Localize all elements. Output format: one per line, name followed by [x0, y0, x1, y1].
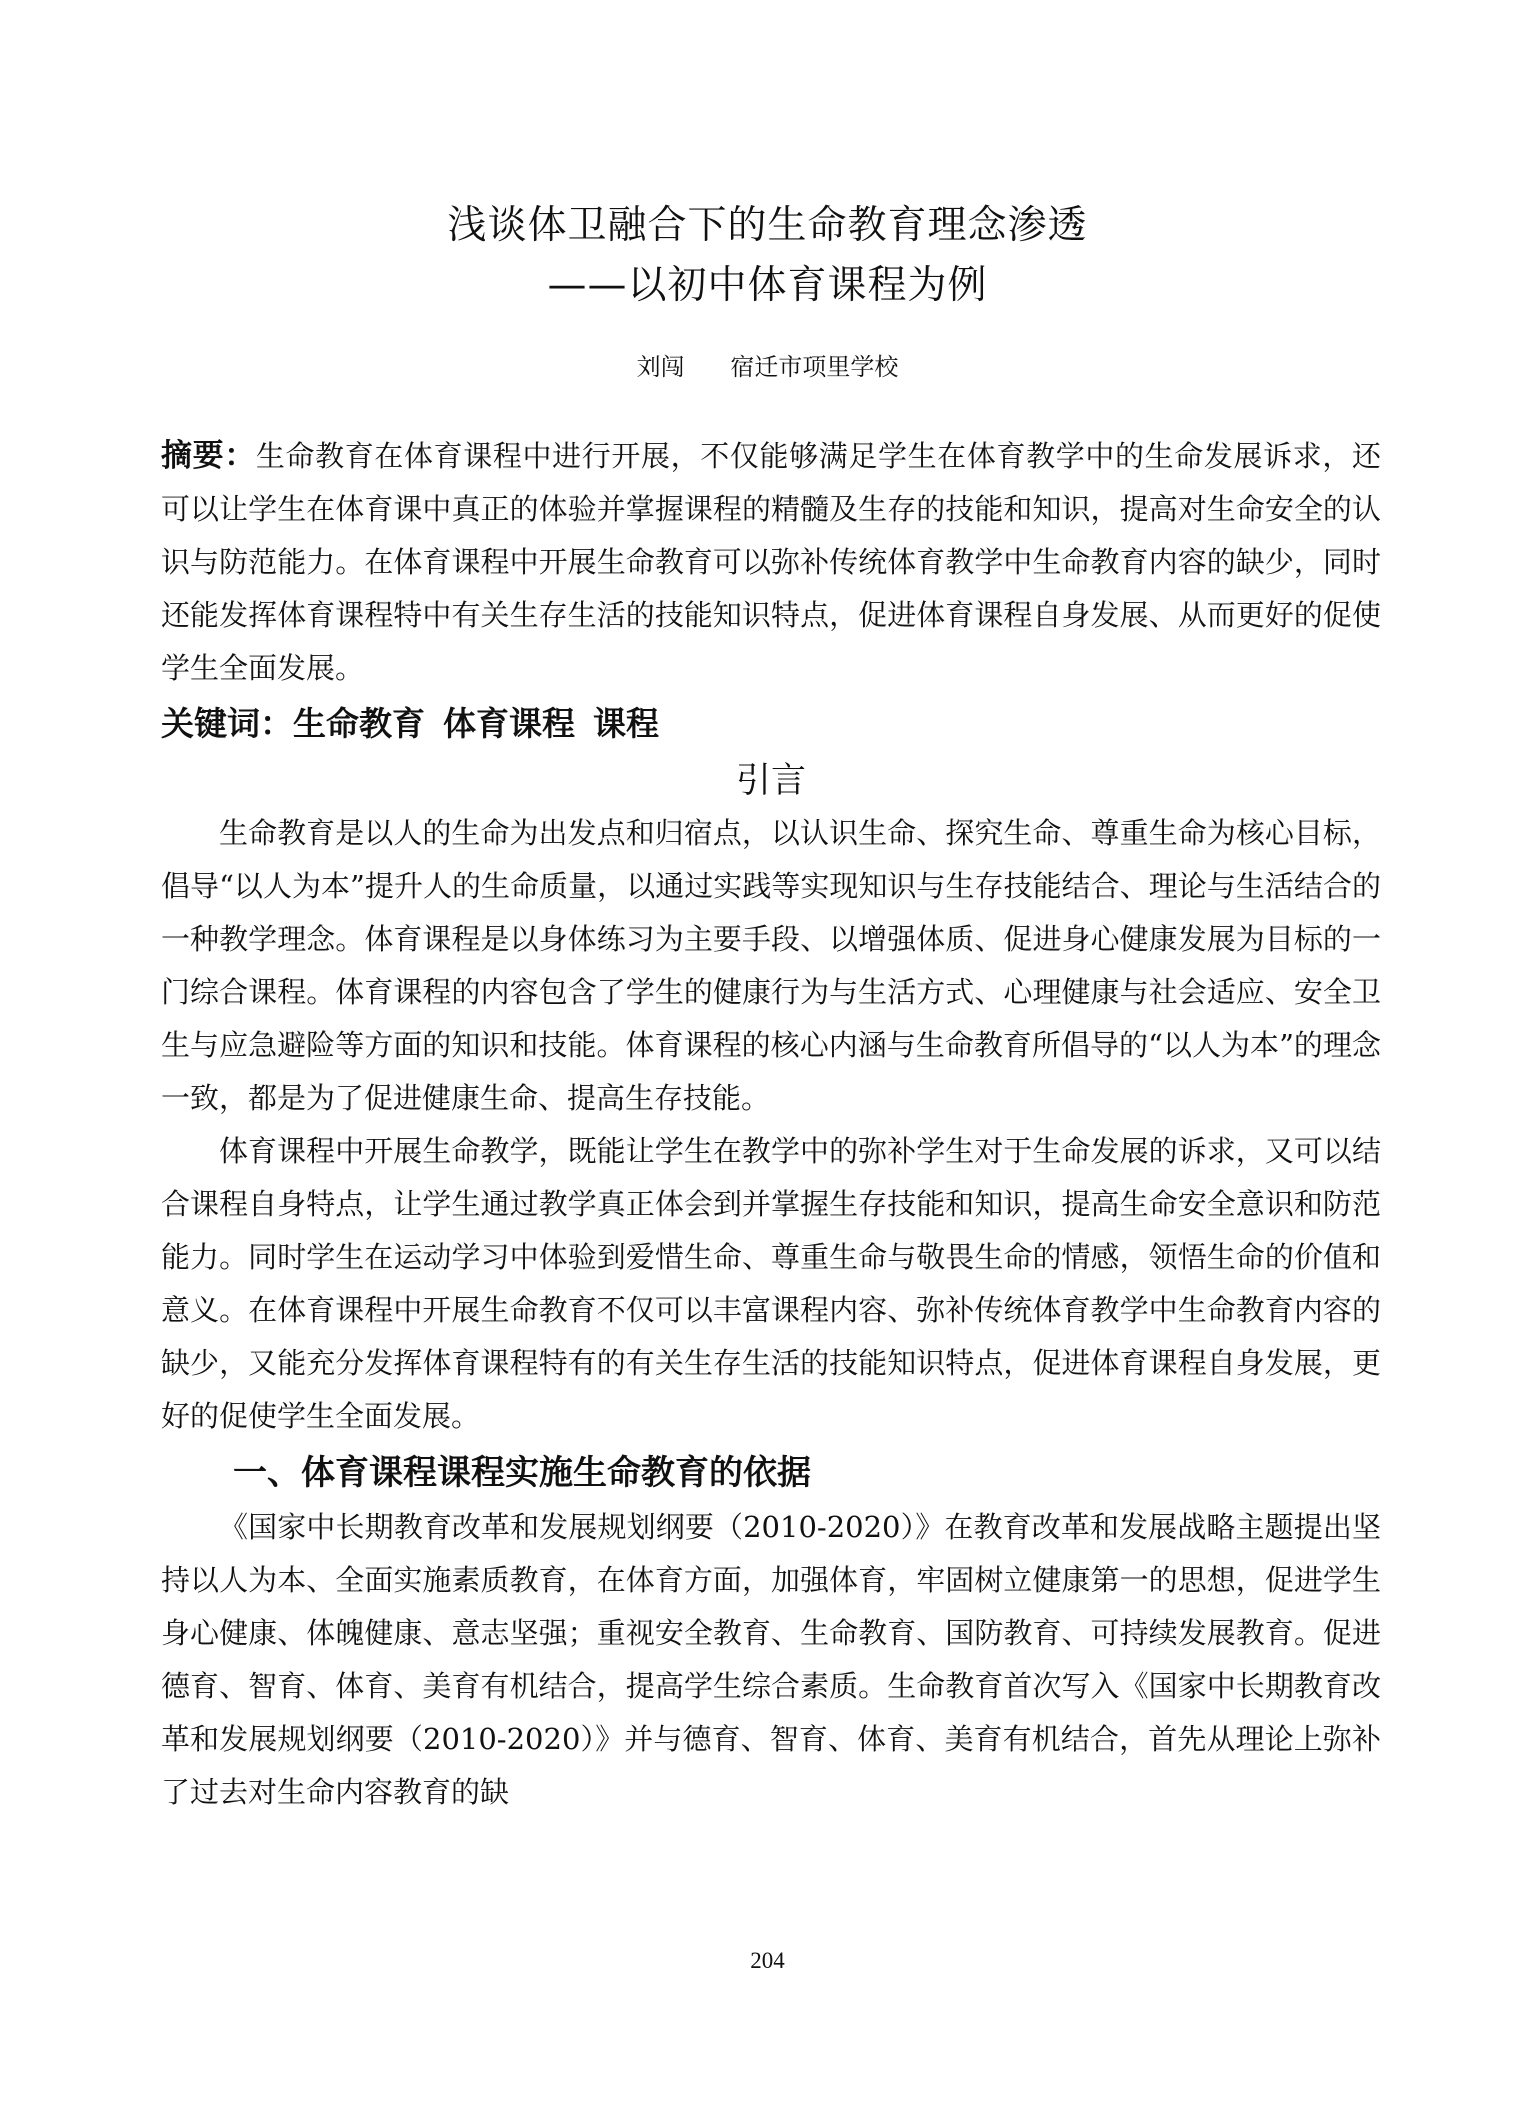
- keywords: [161, 697, 1381, 751]
- abstract-text: 生命教育在体育课程中进行开展，不仅能够满足学生在体育教学中的生命发展诉求，还可以让学生在体育课中真正的体验并掌握课程的精髓及生存的技能和知识，提高对生命安全的认识与防范能力。在体育课程中开展生命教育可以弥补传统体育教学中生命教育内容的缺少，同时还能发挥体育课程特中有关生存生活的技能知识特点，促进体育课程自身发展、从而更好的促使学生全面发展。: [161, 439, 1381, 685]
- section-heading: 一、体育课程课程实施生命教育的依据: [233, 1453, 811, 1493]
- section-paragraph: 《国家中长期教育改革和发展规划纲要（2010-2020）》在教育改革和发展战略主题提出坚持以人为本、全面实施素质教育，在体育方面，加强体育，牢固树立健康第一的思想，促进学生身心健康、体魄健康、意志坚强；重视安全教育、生命教育、国防教育、可持续发展教育。促进德育、智育、体育、美育有机结合，提高学生综合素质。生命教育首次写入《国家中长期教育改革和发展规划纲要（2010-2020）》并与德育、智育、体育、美育有机结合，首先从理论上弥补了过去对生命内容教育的缺: [161, 1510, 1381, 1809]
- intro-heading: 引言: [735, 761, 806, 801]
- paper-title: [0, 196, 1535, 316]
- keywords-label: 关键词：: [161, 704, 293, 743]
- intro-paragraph: 生命教育是以人的生命为出发点和归宿点，以认识生命、探究生命、尊重生命为核心目标，倡导“以人为本”提升人的生命质量，以通过实践等实现知识与生存技能结合、理论与生活结合的一种教学理念。体育课程是以身体练习为主要手段、以增强体质、促进身心健康发展为目标的一门综合课程。体育课程的内容包含了学生的健康行为与生活方式、心理健康与社会适应、安全卫生与应急避险等方面的知识和技能。体育课程的核心内涵与生命教育所倡导的“以人为本”的理念一致，都是为了促进健康生命、提高生存技能。: [161, 816, 1381, 1115]
- keyword-item: 课程: [593, 704, 659, 743]
- abstract-label: 摘要：: [161, 438, 256, 474]
- author-affiliation: 刘闯 宿迁市项里学校: [636, 353, 899, 381]
- title-main: 浅谈体卫融合下的生命教育理念渗透: [447, 203, 1088, 248]
- keyword-item: 生命教育: [293, 704, 425, 743]
- keyword-item: 体育课程: [443, 704, 575, 743]
- intro-paragraph: 体育课程中开展生命教学，既能让学生在教学中的弥补学生对于生命发展的诉求，又可以结合课程自身特点，让学生通过教学真正体会到并掌握生存技能和知识，提高生命安全意识和防范能力。同时学生在运动学习中体验到爱惜生命、尊重生命与敬畏生命的情感，领悟生命的价值和意义。在体育课程中开展生命教育不仅可以丰富课程内容、弥补传统体育教学中生命教育内容的缺少，又能充分发挥体育课程特有的有关生存生活的技能知识特点，促进体育课程自身发展，更好的促使学生全面发展。: [161, 1134, 1381, 1433]
- page-number: 204: [750, 1948, 785, 1973]
- abstract: [161, 430, 1381, 695]
- main-content: [161, 430, 1381, 1819]
- title-subtitle: ——以初中体育课程为例: [547, 263, 988, 308]
